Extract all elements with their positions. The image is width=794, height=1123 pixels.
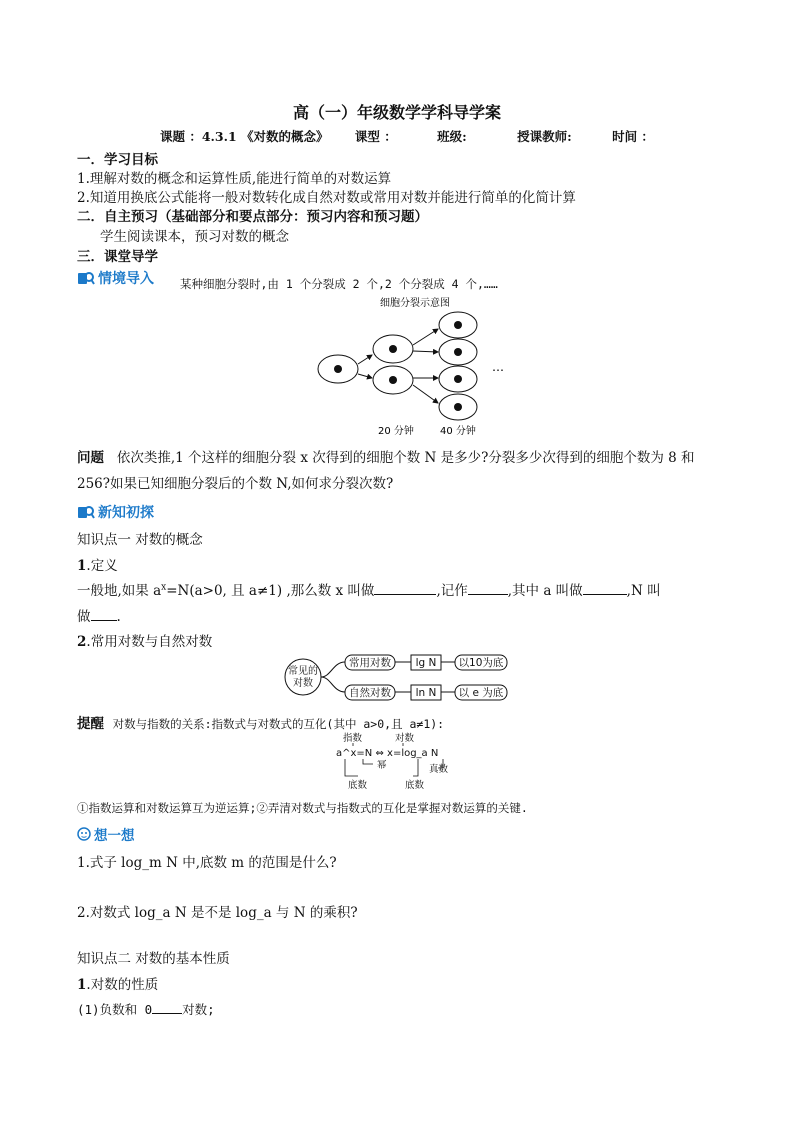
cell-gen1-top: [373, 335, 413, 363]
question-label: 问题: [77, 450, 104, 466]
page-title: 高（一）年级数学学科导学案: [292, 103, 501, 122]
newknow-badge-label: 新知初探: [98, 505, 154, 521]
knowledge-point-1-title: 知识点一 对数的概念: [77, 532, 203, 548]
situation-text: 某种细胞分裂时,由 1 个分裂成 2 个,2 个分裂成 4 个,……: [180, 277, 498, 291]
cell-ellipsis: …: [492, 360, 504, 374]
svg-text:对数: 对数: [395, 733, 415, 744]
time-label: 时间 ：: [612, 129, 654, 144]
svg-text:以 e 为底: 以 e 为底: [458, 687, 504, 699]
think-badge-label: 想一想: [94, 828, 135, 844]
preview-content: 学生阅读课本，预习对数的概念: [100, 229, 289, 245]
log-properties-heading: 1.对数的性质: [77, 977, 159, 993]
exp-log-relation-diagram: [333, 730, 463, 792]
knowledge-point-2-title: 知识点二 对数的基本性质: [77, 951, 230, 967]
cell-gen1-bottom: [373, 366, 413, 394]
svg-text:指数: 指数: [343, 733, 363, 744]
question-line-1: 问题 依次类推,1 个这样的细胞分裂 x 次得到的细胞个数 N 是多少?分裂多少次得到的细胞个数为 8 和: [77, 450, 695, 466]
tip-label: 提醒: [77, 716, 104, 732]
tip-line: 提醒 对数与指数的关系:指数式与对数式的互化(其中 a>0,且 a≠1):: [77, 716, 445, 732]
definition-line-2: 做 .: [77, 609, 121, 625]
cell-gen2-1: [439, 312, 477, 338]
section-heading-class: 三．课堂导学: [77, 249, 158, 265]
tip-note: ①指数运算和对数运算互为逆运算;②弄清对数式与指数式的互化是掌握对数运算的关键.: [77, 801, 528, 815]
svg-text:底数: 底数: [405, 780, 425, 791]
think-question-2: 2.对数式 log_a N 是不是 log_a 与 N 的乘积?: [77, 905, 358, 921]
cell-diagram-title: 细胞分裂示意图: [380, 298, 450, 309]
magnifier-book-icon: [77, 270, 95, 286]
blank-log-notation: [468, 582, 508, 595]
cell-division-diagram: [300, 293, 530, 438]
thinking-face-icon: [77, 827, 91, 841]
label-40min: 40 分钟: [440, 426, 476, 437]
cell-root: [318, 355, 358, 383]
svg-text:幂: 幂: [377, 760, 387, 771]
common-log-heading: 2.常用对数与自然对数: [77, 634, 213, 650]
situation-badge: [77, 268, 171, 290]
svg-text:以10为底: 以10为底: [458, 657, 504, 669]
svg-text:常用对数: 常用对数: [349, 657, 391, 669]
situation-badge-label: 情境导入: [98, 271, 154, 287]
svg-text:lg N: lg N: [415, 657, 437, 669]
cell-gen2-2: [439, 339, 477, 365]
section-heading-goals: 一．学习目标: [77, 152, 158, 168]
definition-heading: 1.定义: [77, 558, 118, 574]
lesson-meta: [160, 127, 676, 145]
cell-gen2-4: [439, 394, 477, 420]
goal-2: 2.知道用换底公式能将一般对数转化成自然对数或常用对数并能进行简单的化简计算: [77, 190, 576, 206]
svg-text:ln N: ln N: [415, 687, 437, 699]
type-label: 课型 ：: [354, 129, 397, 144]
svg-text:常见的: 常见的: [288, 666, 318, 677]
svg-text:真数: 真数: [429, 764, 449, 775]
teacher-label: 授课教师:: [517, 129, 572, 144]
blank-true-number-name: [91, 608, 117, 621]
svg-text:底数: 底数: [348, 780, 368, 791]
svg-text:自然对数: 自然对数: [349, 687, 391, 699]
exp-log-formula: a^x=N ⇔ x=log_a N: [336, 748, 439, 759]
blank-log-name: [374, 582, 436, 595]
think-badge: [77, 824, 135, 845]
svg-text:对数: 对数: [293, 678, 313, 689]
log-types-diagram: [283, 652, 513, 704]
class-label: 班级:: [437, 129, 467, 144]
question-line-2: 256?如果已知细胞分裂后的个数 N,如何求分裂次数?: [77, 476, 394, 492]
goal-1: 1.理解对数的概念和运算性质,能进行简单的对数运算: [77, 171, 392, 187]
definition-line-1: 一般地,如果 $a^x=N(a>0$, 且 a≠1) ,那么数 x 叫做 ,记作 ,其中 a 叫做 ,N 叫: [77, 582, 661, 599]
blank-base-name: [583, 582, 627, 595]
lesson-label: 课题 ：4.3.1 《对数的概念》: [160, 129, 329, 144]
cell-gen2-3: [439, 366, 477, 392]
newknow-badge: [77, 502, 171, 524]
section-heading-preview: 二．自主预习（基础部分和要点部分：预习内容和预习题）: [77, 209, 428, 225]
label-20min: 20 分钟: [378, 426, 414, 437]
log-property-1: (1)负数和 0 对数;: [77, 1002, 215, 1017]
think-question-1: 1.式子 log_m N 中,底数 m 的范围是什么?: [77, 855, 337, 871]
log-root-node: [285, 659, 321, 695]
magnifier-book-icon: [77, 504, 95, 520]
blank-property-1: [152, 1001, 182, 1014]
